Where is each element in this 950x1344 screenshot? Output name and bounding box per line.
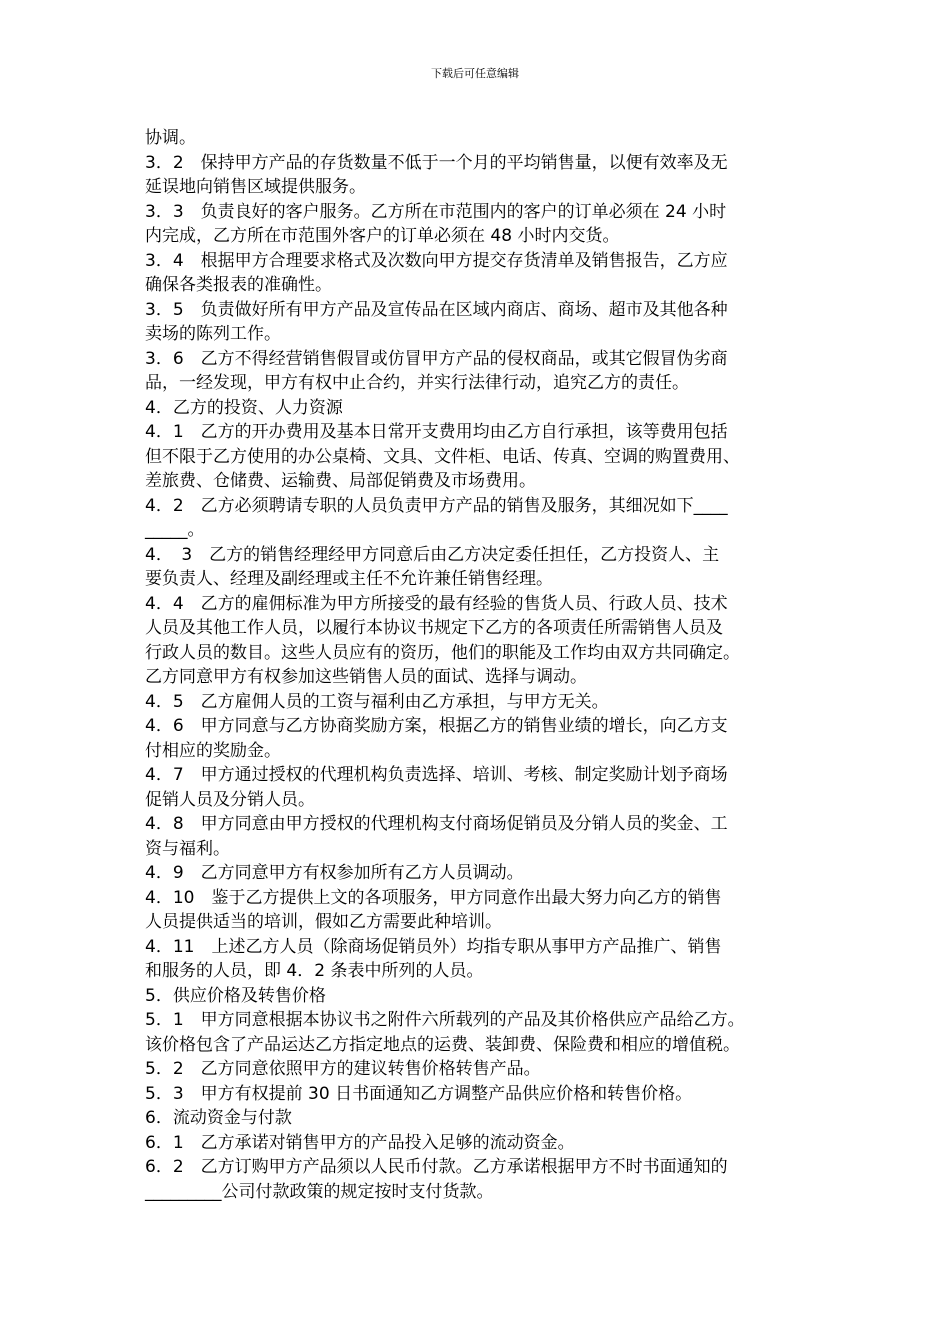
text-line: 6．流动资金与付款 (145, 1108, 292, 1128)
text-line: 卖场的陈列工作。 (145, 324, 281, 344)
text-line: 5．2 乙方同意依照甲方的建议转售价格转售产品。 (145, 1059, 541, 1079)
text-line: 资与福利。 (145, 838, 230, 859)
text-line: 付相应的奖励金。 (145, 740, 281, 761)
text-line: 延误地向销售区域提供服务。 (145, 177, 366, 197)
text-line: 5．1 甲方同意根据本协议书之附件六所载列的产品及其价格供应产品给乙方。 (145, 1010, 745, 1030)
text-line: 确保各类报表的准确性。 (145, 275, 332, 295)
text-line: 内完成，乙方所在市范围外客户的订单必须在 48 小时内交货。 (145, 226, 620, 246)
text-line: 3．4 根据甲方合理要求格式及次数向甲方提交存货清单及销售报告，乙方应 (145, 250, 728, 271)
text-line: 4．11 上述乙方人员（除商场促销员外）均指专职从事甲方产品推广、销售 (145, 936, 722, 957)
text-line: 4． 3 乙方的销售经理经甲方同意后由乙方决定委任担任，乙方投资人、主 (145, 544, 720, 565)
text-line: 5．3 甲方有权提前 30 日书面通知乙方调整产品供应价格和转售价格。 (145, 1083, 693, 1104)
text-line: 行政人员的数目。这些人员应有的资历，他们的职能及工作均由双方共同确定。 (145, 642, 740, 663)
text-line: 4．4 乙方的雇佣标准为甲方所接受的最有经验的售货人员、行政人员、技术 (145, 593, 728, 614)
text-line: 4．7 甲方通过授权的代理机构负责选择、培训、考核、制定奖励计划予商场 (145, 765, 728, 785)
text-line: 3．5 负责做好所有甲方产品及宣传品在区域内商店、商场、超市及其他各种 (145, 299, 728, 320)
text-line: _____。 (145, 520, 205, 540)
text-line: 差旅费、仓储费、运输费、局部促销费及市场费用。 (145, 471, 536, 491)
text-line: 协调。 (145, 128, 196, 148)
text-line: 6．2 乙方订购甲方产品须以人民币付款。乙方承诺根据甲方不时书面通知的 (145, 1157, 728, 1177)
text-line: 4．2 乙方必须聘请专职的人员负责甲方产品的销售及服务，其细况如下____ (145, 495, 728, 516)
text-line: 6．1 乙方承诺对销售甲方的产品投入足够的流动资金。 (145, 1132, 575, 1153)
text-line: 人员及其他工作人员，以履行本协议书规定下乙方的各项责任所需销售人员及 (145, 618, 723, 638)
text-line: 促销人员及分销人员。 (145, 789, 315, 810)
page-header: 下载后可任意编辑 (431, 67, 519, 80)
text-line: 3．2 保持甲方产品的存货数量不低于一个月的平均销售量，以便有效率及无 (145, 152, 728, 173)
text-line: 3．3 负责良好的客户服务。乙方所在市范围内的客户的订单必须在 24 小时 (145, 201, 727, 222)
text-line: 4．1 乙方的开办费用及基本日常开支费用均由乙方自行承担，该等费用包括 (145, 422, 728, 442)
text-line: 4．乙方的投资、人力资源 (145, 397, 343, 418)
text-line: 要负责人、经理及副经理或主任不允许兼任销售经理。 (145, 569, 553, 589)
text-line: 和服务的人员，即 4．2 条表中所列的人员。 (145, 961, 484, 981)
text-line: 4．9 乙方同意甲方有权参加所有乙方人员调动。 (145, 863, 524, 883)
text-line: 4．5 乙方雇佣人员的工资与福利由乙方承担，与甲方无关。 (145, 691, 609, 712)
text-line: 4．6 甲方同意与乙方协商奖励方案，根据乙方的销售业绩的增长，向乙方支 (145, 716, 728, 736)
text-line: 4．10 鉴于乙方提供上文的各项服务，甲方同意作出最大努力向乙方的销售 (145, 887, 722, 908)
text-line: 品，一经发现，甲方有权中止合约，并实行法律行动，追究乙方的责任。 (145, 373, 689, 393)
text-line: 3．6 乙方不得经营销售假冒或仿冒甲方产品的侵权商品，或其它假冒伪劣商 (145, 348, 728, 369)
text-line: 该价格包含了产品运达乙方指定地点的运费、装卸费、保险费和相应的增值税。 (145, 1034, 740, 1055)
text-line: _________公司付款政策的规定按时支付货款。 (145, 1181, 494, 1202)
text-line: 乙方同意甲方有权参加这些销售人员的面试、选择与调动。 (145, 667, 587, 687)
text-line: 5．供应价格及转售价格 (145, 985, 326, 1006)
text-line: 4．8 甲方同意由甲方授权的代理机构支付商场促销员及分销人员的奖金、工 (145, 814, 728, 834)
document-body (145, 126, 835, 1204)
text-line: 人员提供适当的培训，假如乙方需要此种培训。 (145, 912, 502, 932)
text-line: 但不限于乙方使用的办公桌椅、文具、文件柜、电话、传真、空调的购置费用、 (145, 446, 740, 467)
